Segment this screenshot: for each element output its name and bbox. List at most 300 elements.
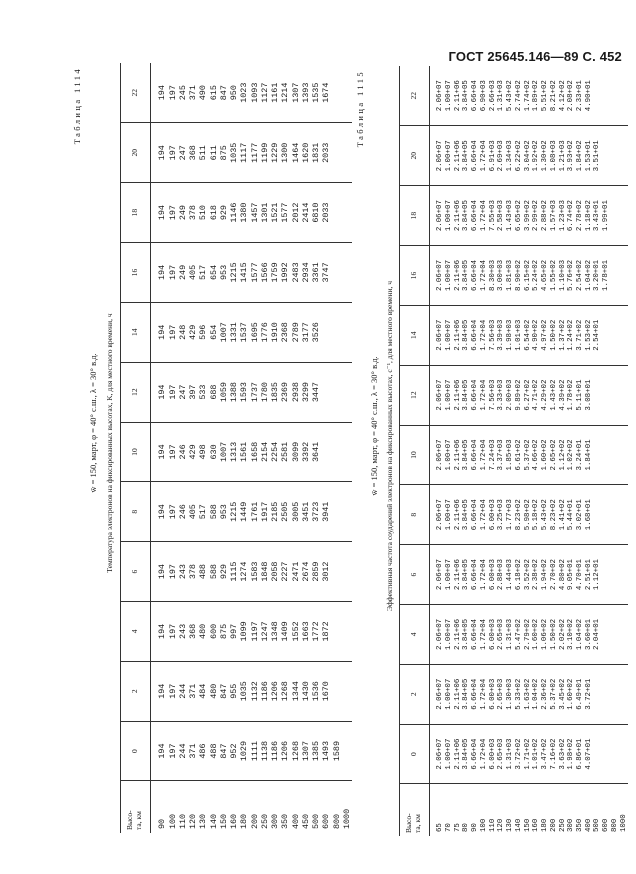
data-cell: 1.18+02	[584, 200, 593, 232]
data-cell: 1.00+07	[444, 618, 453, 650]
data-cell: 194	[157, 683, 168, 699]
column-header: 16	[400, 246, 430, 306]
height-cell: 100	[167, 813, 178, 829]
height-cell: 600	[602, 818, 611, 832]
data-cell: 611	[208, 145, 219, 161]
data-cell: 378	[188, 205, 198, 221]
data-cell: 1.08+03	[549, 140, 558, 172]
data-cell: 3.39+03	[497, 319, 506, 351]
data-cell: 197	[167, 504, 178, 520]
height-cell: 160	[229, 813, 239, 829]
data-column	[430, 724, 629, 784]
data-cell: 6.00+03	[488, 678, 497, 710]
data-cell: 488	[198, 564, 209, 580]
data-cell: 2.06+07	[436, 618, 445, 650]
data-cell: 3.02+01	[576, 499, 584, 531]
data-cell: 1.00+07	[444, 678, 453, 710]
height-cell: 250	[259, 813, 270, 829]
data-cell: 5.44+01	[567, 499, 576, 531]
data-cell: 480	[198, 623, 209, 639]
data-cell: 2.00+03	[506, 379, 515, 411]
data-cell: 1186	[270, 741, 280, 762]
data-cell: 2368	[280, 322, 291, 343]
data-cell: 243	[177, 564, 188, 580]
data-cell: 1.06+02	[541, 618, 550, 650]
height-cell: 1000	[619, 814, 628, 832]
data-cell: 1.30+03	[506, 678, 515, 710]
data-cell: 480	[208, 683, 219, 699]
height-cell: 300	[270, 813, 280, 829]
data-cell: 6.66+04	[471, 319, 480, 351]
height-cell: 150	[523, 818, 532, 832]
data-cell: 2.74+02	[514, 80, 523, 112]
data-cell: 4.07+01	[584, 738, 593, 770]
data-cell: 950	[229, 85, 239, 101]
data-cell: 371	[188, 743, 198, 759]
data-cell: 249	[177, 205, 188, 221]
data-cell: 1099	[239, 621, 250, 642]
column-header: 14	[121, 302, 151, 362]
data-cell: 2.08+02	[567, 80, 576, 112]
data-cell: 600	[208, 623, 219, 639]
data-cell: 1759	[270, 262, 280, 283]
data-cell: 3.84+05	[462, 259, 471, 291]
data-cell: 654	[208, 264, 219, 280]
data-cell: 2.06+07	[436, 499, 445, 531]
data-cell: 3.84+05	[462, 738, 471, 770]
data-cell: 5.24+02	[532, 259, 541, 291]
data-cell: 6.27+02	[523, 379, 532, 411]
data-cell: 1910	[270, 322, 280, 343]
data-cell: 5.37+02	[523, 439, 532, 471]
data-cell: 1023	[239, 82, 250, 103]
data-cell: 1393	[300, 82, 311, 103]
data-cell: 2.11+06	[453, 559, 462, 591]
data-cell: 654	[208, 324, 219, 340]
data-column	[430, 664, 629, 724]
data-cell: 1.53+01	[584, 140, 593, 172]
data-cell: 5.51+02	[541, 80, 550, 112]
data-cell: 1415	[239, 262, 250, 283]
data-cell: 1388	[229, 382, 239, 403]
data-cell: 1007	[218, 322, 229, 343]
data-cell: 5.98+02	[523, 499, 532, 531]
data-cell: 6.66+04	[471, 379, 480, 411]
data-cell: 1449	[239, 501, 250, 522]
data-cell: 6.22+02	[514, 140, 523, 172]
data-cell: 2012	[290, 202, 301, 223]
data-cell: 1.00+07	[444, 319, 453, 351]
height-cell: 140	[514, 818, 523, 832]
data-cell: 1658	[249, 441, 260, 462]
data-cell: 244	[177, 743, 188, 759]
data-cell: 847	[218, 683, 229, 699]
data-cell: 1.92+02	[532, 140, 541, 172]
data-cell: 1215	[229, 501, 239, 522]
data-cell: 588	[208, 564, 219, 580]
data-cell: 3.93+02	[567, 140, 576, 172]
data-cell: 4.29+02	[541, 379, 550, 411]
data-cell: 1199	[259, 142, 270, 163]
data-cell: 952	[229, 743, 239, 759]
data-cell: 2.65+02	[549, 439, 558, 471]
data-cell: 194	[157, 324, 168, 340]
data-cell: 194	[157, 145, 168, 161]
data-cell: 3005	[290, 501, 301, 522]
data-cell: 1.72+04	[479, 439, 488, 471]
data-cell: 1186	[259, 681, 270, 702]
data-cell: 1.99+01	[602, 200, 611, 232]
data-cell: 1146	[229, 202, 239, 223]
data-cell: 7.56+03	[488, 379, 497, 411]
data-cell: 1552	[290, 621, 301, 642]
data-cell: 2483	[290, 262, 301, 283]
data-cell: 5.37+02	[549, 678, 558, 710]
data-cell: 1.31+03	[506, 738, 515, 770]
data-cell: 6.00+03	[488, 738, 497, 770]
data-cell: 953	[218, 264, 229, 280]
data-cell: 8.30+03	[488, 259, 497, 291]
data-cell: 6.00+03	[488, 559, 497, 591]
data-cell: 2.54+01	[593, 319, 602, 351]
data-cell: 511	[198, 145, 209, 161]
data-cell: 197	[167, 324, 178, 340]
data-cell: 997	[229, 623, 239, 639]
data-cell: 1.78+01	[602, 259, 611, 291]
data-cell: 1.04+02	[576, 618, 584, 650]
data-cell: 1.01+02	[532, 738, 541, 770]
data-cell: 1.00+07	[444, 439, 453, 471]
data-cell: 1206	[280, 741, 291, 762]
data-cell: 1.85+03	[506, 439, 515, 471]
data-cell: 1.00+07	[444, 379, 453, 411]
data-cell: 1577	[249, 262, 260, 283]
data-cell: 3.84+05	[462, 379, 471, 411]
data-cell: 5.33+02	[514, 678, 523, 710]
data-cell: 1247	[259, 621, 270, 642]
data-cell: 1537	[239, 322, 250, 343]
data-cell: 2.06+07	[436, 678, 445, 710]
data-cell: 3.51+01	[593, 140, 602, 172]
data-cell: 1589	[331, 741, 342, 762]
data-cell: 247	[177, 145, 188, 161]
data-cell: 1.71+02	[523, 738, 532, 770]
column-header: 12	[121, 362, 151, 422]
data-cell: 2789	[290, 322, 301, 343]
data-cell: 618	[208, 205, 219, 221]
data-cell: 6.66+04	[471, 738, 480, 770]
data-cell: 2.06+07	[436, 738, 445, 770]
data-cell: 6.66+04	[471, 559, 480, 591]
data-cell: 194	[157, 384, 168, 400]
data-cell: 371	[188, 683, 198, 699]
data-cell: 1.00+07	[444, 559, 453, 591]
data-cell: 1670	[321, 681, 332, 702]
data-cell: 1761	[249, 501, 260, 522]
data-cell: 510	[198, 205, 209, 221]
data-cell: 2.51+01	[584, 559, 593, 591]
data-column	[151, 302, 352, 362]
height-cell: 350	[280, 813, 291, 829]
data-cell: 1831	[311, 142, 321, 163]
data-cell: 1848	[259, 561, 270, 582]
data-cell: 2.11+06	[453, 379, 462, 411]
height-cell: 140	[208, 813, 219, 829]
data-cell: 2934	[300, 262, 311, 283]
data-cell: 1307	[300, 741, 311, 762]
data-column	[430, 425, 629, 485]
table-title: w̄ = 150, март, φ = 40° с.ш., λ = 30° в.д.	[369, 356, 379, 496]
table-1115	[355, 66, 628, 836]
column-header: 12	[400, 365, 430, 425]
column-header: 2	[400, 664, 430, 724]
data-cell: 1.98+02	[567, 738, 576, 770]
data-cell: 1313	[229, 441, 239, 462]
data-cell: 1.10+03	[558, 259, 567, 291]
data-column	[151, 661, 352, 721]
data-cell: 2.11+06	[453, 499, 462, 531]
column-header: 6	[121, 542, 151, 602]
data-cell: 1.00+07	[444, 499, 453, 531]
data-cell: 1.89+02	[532, 80, 541, 112]
data-cell: 1.00+07	[444, 200, 453, 232]
data-cell: 3.20+01	[593, 259, 602, 291]
data-cell: 2674	[300, 561, 311, 582]
data-cell: 1536	[311, 681, 321, 702]
data-cell: 197	[167, 145, 178, 161]
data-cell: 1.84+01	[584, 439, 593, 471]
data-cell: 1.72+04	[479, 559, 488, 591]
data-cell: 2.78+02	[576, 200, 584, 232]
data-cell: 2033	[321, 202, 332, 223]
height-column	[151, 781, 352, 833]
data-cell: 1007	[218, 441, 229, 462]
data-cell: 1.30+02	[541, 140, 550, 172]
data-cell: 1566	[259, 262, 270, 283]
height-cell: 180	[541, 818, 550, 832]
data-cell: 1.72+04	[479, 140, 488, 172]
data-cell: 6.65+02	[514, 200, 523, 232]
data-column	[151, 63, 352, 123]
data-cell: 6.66+04	[471, 140, 480, 172]
data-cell: 3299	[300, 382, 311, 403]
data-cell: 246	[177, 504, 188, 520]
column-header: 16	[121, 243, 151, 303]
data-cell: 1.00+07	[444, 738, 453, 770]
height-cell: 130	[506, 818, 515, 832]
data-cell: 4.90+02	[532, 319, 541, 351]
column-header: 8	[400, 485, 430, 545]
data-cell: 2.11+06	[453, 80, 462, 112]
data-cell: 1409	[280, 621, 291, 642]
data-cell: 498	[198, 444, 209, 460]
data-cell: 368	[188, 145, 198, 161]
data-cell: 6.66+04	[471, 499, 480, 531]
height-cell: 800	[610, 818, 619, 832]
data-table	[399, 66, 628, 836]
height-cell: 500	[593, 818, 602, 832]
data-cell: 2033	[321, 142, 332, 163]
data-cell: 2859	[311, 561, 321, 582]
data-cell: 5.11+01	[576, 379, 584, 411]
data-cell: 3.33+03	[497, 379, 506, 411]
data-cell: 197	[167, 264, 178, 280]
height-cell: 120	[188, 813, 198, 829]
data-cell: 5.47+02	[514, 618, 523, 650]
data-cell: 2.88+03	[497, 559, 506, 591]
data-cell: 246	[177, 444, 188, 460]
data-cell: 1138	[259, 741, 270, 762]
data-cell: 1.98+03	[506, 319, 515, 351]
data-cell: 1.02+02	[567, 439, 576, 471]
data-cell: 3.45+02	[558, 678, 567, 710]
data-cell: 3.84+05	[462, 499, 471, 531]
data-cell: 3.84+05	[462, 618, 471, 650]
data-cell: 1.50+02	[549, 618, 558, 650]
height-cell: 450	[300, 813, 311, 829]
height-cell: 110	[177, 813, 188, 829]
data-cell: 194	[157, 205, 168, 221]
data-cell: 2.11+06	[453, 678, 462, 710]
table-label: Таблица 1115	[355, 70, 365, 148]
data-cell: 1737	[249, 382, 260, 403]
data-cell: 2.11+06	[453, 319, 462, 351]
data-cell: 847	[218, 743, 229, 759]
data-cell: 3.08+01	[584, 379, 593, 411]
height-cell: 400	[584, 818, 593, 832]
data-cell: 1772	[311, 621, 321, 642]
data-cell: 6.66+04	[471, 200, 480, 232]
data-cell: 4.97+02	[541, 319, 550, 351]
data-cell: 3451	[300, 501, 311, 522]
data-cell: 1.60+02	[532, 618, 541, 650]
height-cell: 400	[290, 813, 301, 829]
data-cell: 3.84+05	[462, 140, 471, 172]
data-cell: 3.04+02	[523, 140, 532, 172]
data-cell: 2.06+07	[436, 379, 445, 411]
data-cell: 2.11+06	[453, 738, 462, 770]
data-cell: 2.11+06	[453, 140, 462, 172]
data-cell: 2414	[300, 202, 311, 223]
data-cell: 1.72+04	[479, 259, 488, 291]
data-cell: 2.65+03	[497, 618, 506, 650]
data-cell: 5.43+02	[506, 80, 515, 112]
data-cell: 1115	[229, 561, 239, 582]
data-cell: 1.00+07	[444, 80, 453, 112]
data-cell: 1.72+04	[479, 319, 488, 351]
data-cell: 2.38+02	[532, 559, 541, 591]
data-cell: 8.23+02	[549, 499, 558, 531]
data-cell: 1.72+04	[479, 379, 488, 411]
data-cell: 955	[229, 683, 239, 699]
data-cell: 1.72+04	[479, 200, 488, 232]
height-cell: 90	[157, 818, 168, 829]
data-cell: 7.55+03	[488, 200, 497, 232]
data-cell: 1.72+04	[479, 499, 488, 531]
data-cell: 1.37+02	[558, 319, 567, 351]
data-cell: 6810	[311, 202, 321, 223]
data-cell: 1535	[311, 82, 321, 103]
data-cell: 2254	[270, 441, 280, 462]
data-cell: 194	[157, 743, 168, 759]
data-cell: 1.78+02	[567, 379, 576, 411]
data-column	[430, 605, 629, 665]
data-column	[151, 362, 352, 422]
data-cell: 1.24+02	[567, 319, 576, 351]
data-cell: 429	[188, 324, 198, 340]
data-cell: 194	[157, 623, 168, 639]
data-cell: 1593	[239, 382, 250, 403]
data-cell: 1.21+03	[558, 140, 567, 172]
data-cell: 3.10+02	[567, 618, 576, 650]
data-cell: 6.00+03	[488, 618, 497, 650]
data-cell: 1.00+07	[444, 140, 453, 172]
data-column	[151, 542, 352, 602]
data-cell: 4.80+02	[558, 559, 567, 591]
data-cell: 1.57+03	[549, 200, 558, 232]
data-cell: 6.49+01	[576, 678, 584, 710]
data-cell: 2.11+06	[453, 618, 462, 650]
height-cell: 90	[471, 823, 480, 832]
data-cell: 1177	[249, 142, 260, 163]
data-cell: 1093	[249, 82, 260, 103]
data-cell: 490	[198, 85, 209, 101]
data-cell: 1430	[300, 681, 311, 702]
data-cell: 3.71+02	[576, 319, 584, 351]
data-cell: 1.72+04	[479, 678, 488, 710]
data-cell: 1.81+03	[506, 259, 515, 291]
data-cell: 588	[208, 504, 219, 520]
data-cell: 194	[157, 504, 168, 520]
data-cell: 1.60+02	[567, 678, 576, 710]
data-cell: 2.06+07	[436, 80, 445, 112]
data-cell: 1.43+02	[549, 379, 558, 411]
data-cell: 194	[157, 444, 168, 460]
data-cell: 2471	[290, 561, 301, 582]
data-cell: 6.66+04	[471, 259, 480, 291]
data-cell: 247	[177, 384, 188, 400]
data-cell: 1214	[280, 82, 291, 103]
data-cell: 4.39+02	[558, 379, 567, 411]
data-cell: 1.43+03	[506, 200, 515, 232]
data-cell: 1.31+03	[506, 618, 515, 650]
data-cell: 2581	[280, 441, 291, 462]
data-cell: 1215	[229, 262, 239, 283]
data-cell: 615	[208, 85, 219, 101]
data-cell: 371	[188, 85, 198, 101]
data-cell: 1.41+02	[558, 499, 567, 531]
data-cell: 7.16+02	[549, 738, 558, 770]
data-cell: 3723	[311, 501, 321, 522]
data-cell: 4.70+01	[576, 559, 584, 591]
data-cell: 4.12+02	[558, 80, 567, 112]
data-cell: 6.91+03	[488, 140, 497, 172]
data-cell: 1620	[300, 142, 311, 163]
data-column	[151, 422, 352, 482]
height-cell: 300	[567, 818, 576, 832]
data-cell: 249	[177, 264, 188, 280]
data-cell: 488	[208, 743, 219, 759]
data-cell: 2.06+07	[436, 439, 445, 471]
data-cell: 197	[167, 683, 178, 699]
height-cell: 130	[198, 813, 209, 829]
data-cell: 2058	[270, 561, 280, 582]
data-cell: 6.66+04	[471, 618, 480, 650]
data-column	[430, 186, 629, 246]
data-column	[151, 123, 352, 183]
height-cell: 150	[218, 813, 229, 829]
data-cell: 6.66+04	[471, 678, 480, 710]
